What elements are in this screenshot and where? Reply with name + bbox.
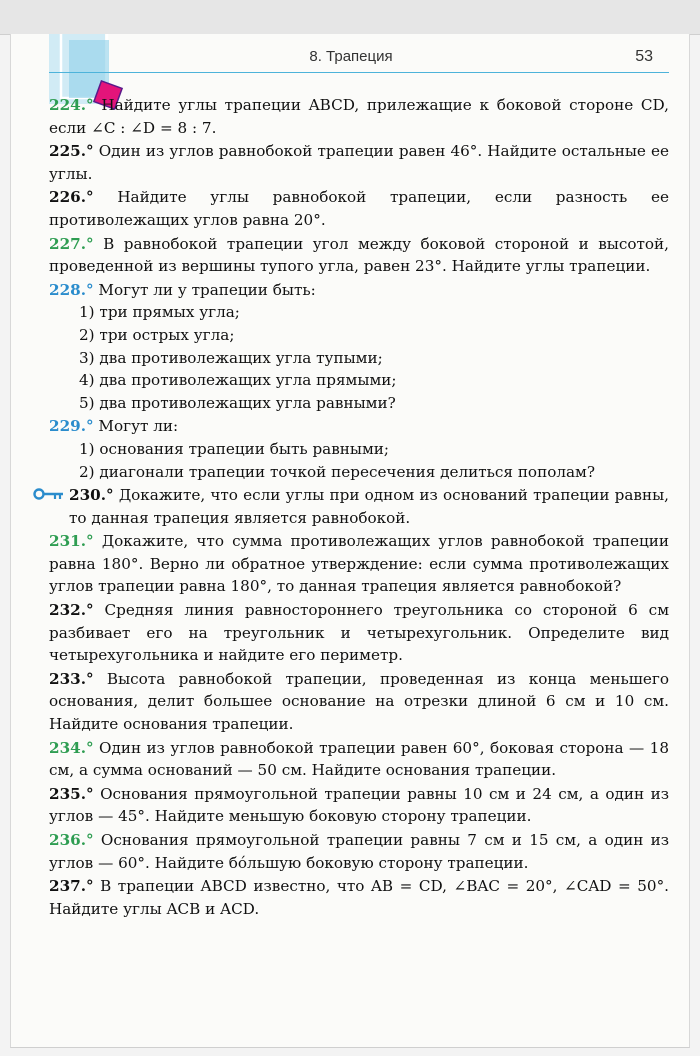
problem-231 (49, 530, 669, 598)
list-item: 1) основания трапеции быть равными; (79, 439, 390, 458)
problem-number: 224.° (49, 96, 94, 114)
list-item: 5) два противолежащих угла равными? (79, 393, 396, 412)
problem-list (49, 94, 669, 921)
problem-number: 235.° (49, 784, 94, 803)
chapter-title: 8. Трапеция (309, 48, 393, 65)
problem-number: 226.° (49, 188, 94, 207)
problem-text: Докажите, что если углы при одном из оснований трапеции равны, то данная трапеция является равнобокой. (69, 486, 670, 527)
problem-236 (49, 829, 669, 874)
problem-number: 233.° (49, 669, 94, 688)
problem-number: 234.° (49, 738, 94, 757)
problem-228 (49, 279, 669, 415)
problem-224 (49, 94, 669, 139)
problem-237 (49, 875, 669, 920)
problem-text: Основания прямоугольной трапеции равны 7 см и 15 см, а один из углов — 60°. Найдите бóльшую боковую сторону трапеции. (49, 831, 670, 872)
problem-232 (49, 599, 669, 667)
problem-226 (49, 186, 669, 231)
list-item: 2) диагонали трапеции точкой пересечения делиться пополам? (79, 462, 596, 481)
problem-text: В трапеции ABCD известно, что AB = CD, ∠BAC = 20°, ∠CAD = 50°. Найдите углы ACB и ACD. (49, 877, 670, 918)
list-item: 2) три острых угла; (79, 325, 235, 344)
problem-text: Один из углов равнобокой трапеции равен 46°. Найдите остальные ее углы. (49, 142, 670, 183)
problem-text: Могут ли: (98, 417, 179, 436)
problem-number: 227.° (49, 234, 94, 253)
problem-text: Найдите углы равнобокой трапеции, если разность ее противолежащих углов равна 20°. (49, 188, 669, 229)
problem-text: Один из углов равнобокой трапеции равен 60°, боковая сторона — 18 см, а сумма оснований — 50 см. Найдите основания трапеции. (49, 738, 670, 780)
problem-number: 225.° (49, 142, 94, 161)
list-item: 1) три прямых угла; (79, 303, 240, 322)
problem-number: 230.° (69, 486, 114, 505)
problem-229 (49, 415, 669, 483)
problem-230 (49, 484, 669, 529)
problem-text: Докажите, что сумма противолежащих углов равнобокой трапеции равна 180°. Верно ли обратное утверждение: если сумма противолежащих углов трапеции равна 180°, то данная трапеция является равнобокой? (49, 532, 669, 596)
textbook-page (10, 34, 690, 1048)
problem-number: 229.° (49, 417, 94, 436)
problem-227 (49, 233, 669, 278)
key-icon (33, 487, 65, 501)
problem-233 (49, 668, 669, 736)
list-item: 4) два противолежащих угла прямыми; (79, 371, 397, 390)
header-rule (49, 72, 669, 73)
page-number: 53 (635, 48, 653, 65)
problem-text: В равнобокой трапеции угол между боковой стороной и высотой, проведенной из вершины тупого угла, равен 23°. Найдите углы трапеции. (49, 234, 669, 276)
problem-text: Могут ли у трапеции быть: (98, 280, 316, 299)
problem-number: 228.° (49, 280, 94, 299)
problem-text: Основания прямоугольной трапеции равны 10 см и 24 см, а один из углов — 45°. Найдите меньшую боковую сторону трапеции. (49, 784, 670, 826)
problem-225 (49, 140, 669, 185)
viewer-toolbar (0, 0, 700, 35)
problem-number: 231.° (49, 532, 94, 551)
problem-number: 237.° (49, 877, 94, 896)
problem-number: 236.° (49, 831, 94, 849)
problem-text: Найдите углы трапеции ABCD, прилежащие к боковой стороне CD, если ∠C : ∠D = 8 : 7. (49, 96, 669, 137)
problem-text: Средняя линия равностороннего треугольника со стороной 6 см разбивает его на треугольник и четырехугольник. Определите вид четырехугольника и найдите его периметр. (49, 601, 670, 665)
problem-234 (49, 737, 669, 782)
problem-235 (49, 783, 669, 828)
problem-number: 232.° (49, 601, 94, 620)
problem-text: Высота равнобокой трапеции, проведенная из конца меньшего основания, делит большее основание на отрезки длиной 6 см и 10 см. Найдите основания трапеции. (49, 669, 669, 734)
list-item: 3) два противолежащих угла тупыми; (79, 348, 383, 367)
